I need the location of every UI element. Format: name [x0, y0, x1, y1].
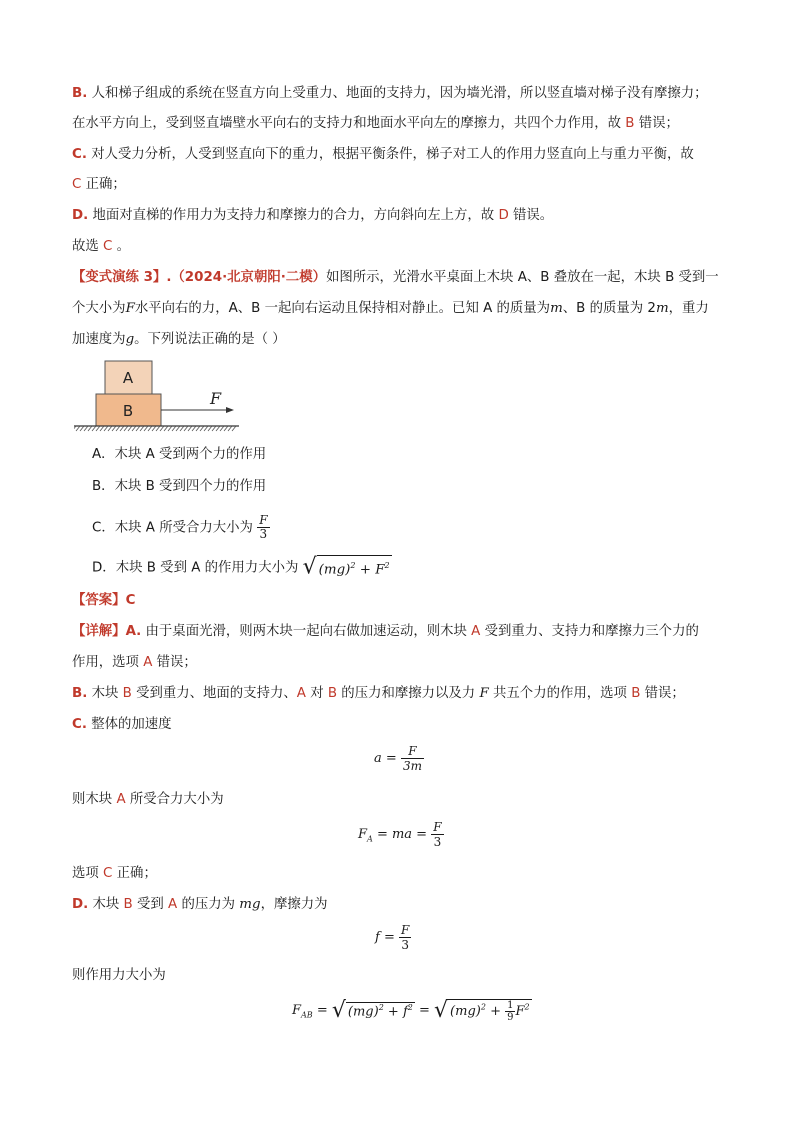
option-d-sqrt: √ $(mg)^2 + F^2$ [302, 554, 390, 580]
blocks-figure [74, 356, 244, 436]
block-b-label: B [122, 402, 134, 420]
detail-line-c-3: 选项 C 正确； [72, 866, 157, 881]
formula-friction: f = $\frac{F}{3}$ [375, 923, 410, 952]
exercise-line-1: 【变式演练 3】.（2024·北京朝阳·二模）如图所示，光滑水平桌面上木块 A、B 叠放在一起，木块 B 受到一 [72, 270, 719, 285]
option-c[interactable]: C．木块 A 所受合力大小为 $\frac{F}{3}$ [92, 513, 268, 541]
force-arrow-head [226, 407, 234, 413]
detail-line-b: B. 木块 B 受到重力、地面的支持力、A 对 B 的压力和摩擦力以及力 F 共五个力的作用，选项 B 错误； [72, 686, 685, 701]
option-d[interactable]: D．木块 B 受到 A 的作用力大小为 √ $(mg)^2 + F^2$ [92, 554, 390, 580]
solution-line-d: D. 地面对直梯的作用力为支持力和摩擦力的合力，方向斜向左上方，故 D 错误。 [72, 208, 554, 223]
detail-line-a: 【详解】A. 由于桌面光滑，则两木块一起向右做加速运动，则木块 A 受到重力、支持力和摩擦力三个力的 [72, 624, 699, 639]
formula-total-force: $F_{AB}$ = √ $(mg)^2 + f^2$ = √ (mg)$^2$ + $\frac{1}{9}$ $F^2$ [292, 998, 530, 1023]
solution-line-b-cont: 在水平方向上，受到竖直墙壁水平向右的支持力和地面水平向左的摩擦力，共四个力作用，故 B 错误； [72, 116, 679, 131]
block-b [96, 394, 161, 426]
option-a[interactable]: A．木块 A 受到两个力的作用 [92, 447, 267, 462]
block-a-label: A [122, 369, 134, 387]
detail-line-d: D. 木块 B 受到 A 的压力为 mg，摩擦力为 [72, 897, 328, 912]
formula-acceleration: a = $\frac{F}{3m}$ [374, 744, 422, 773]
solution-line-b: B. 人和梯子组成的系统在竖直方向上受重力、地面的支持力，因为墙光滑，所以竖直墙对梯子没有摩擦力； [72, 86, 708, 101]
option-c-fraction: $\frac{F}{3}$ [259, 513, 268, 541]
option-b[interactable]: B．木块 B 受到四个力的作用 [92, 479, 267, 494]
solution-line-c: C. 对人受力分析，人受到竖直向下的重力，根据平衡条件，梯子对工人的作用力竖直向上与重力平衡，故 [72, 147, 694, 162]
formula-net-force-a: $F_A$ = ma = $\frac{F}{3}$ [358, 820, 442, 849]
exercise-line-2: 个大小为F水平向右的力，A、B 一起向右运动且保持相对静止。已知 A 的质量为m、B 的质量为 2m，重力 [72, 301, 709, 316]
detail-line-c-2: 则木块 A 所受合力大小为 [72, 792, 224, 807]
detail-line-a-cont: 作用，选项 A 错误； [72, 655, 197, 670]
exercise-line-3: 加速度为g。下列说法正确的是（ ） [72, 332, 286, 347]
answer-line: 【答案】C [72, 593, 136, 608]
solution-conclusion: 故选 C 。 [72, 239, 131, 254]
detail-line-c: C. 整体的加速度 [72, 717, 172, 732]
force-label: F [210, 389, 222, 408]
detail-line-d-2: 则作用力大小为 [72, 968, 166, 983]
solution-line-c-cont: C 正确； [72, 177, 126, 192]
